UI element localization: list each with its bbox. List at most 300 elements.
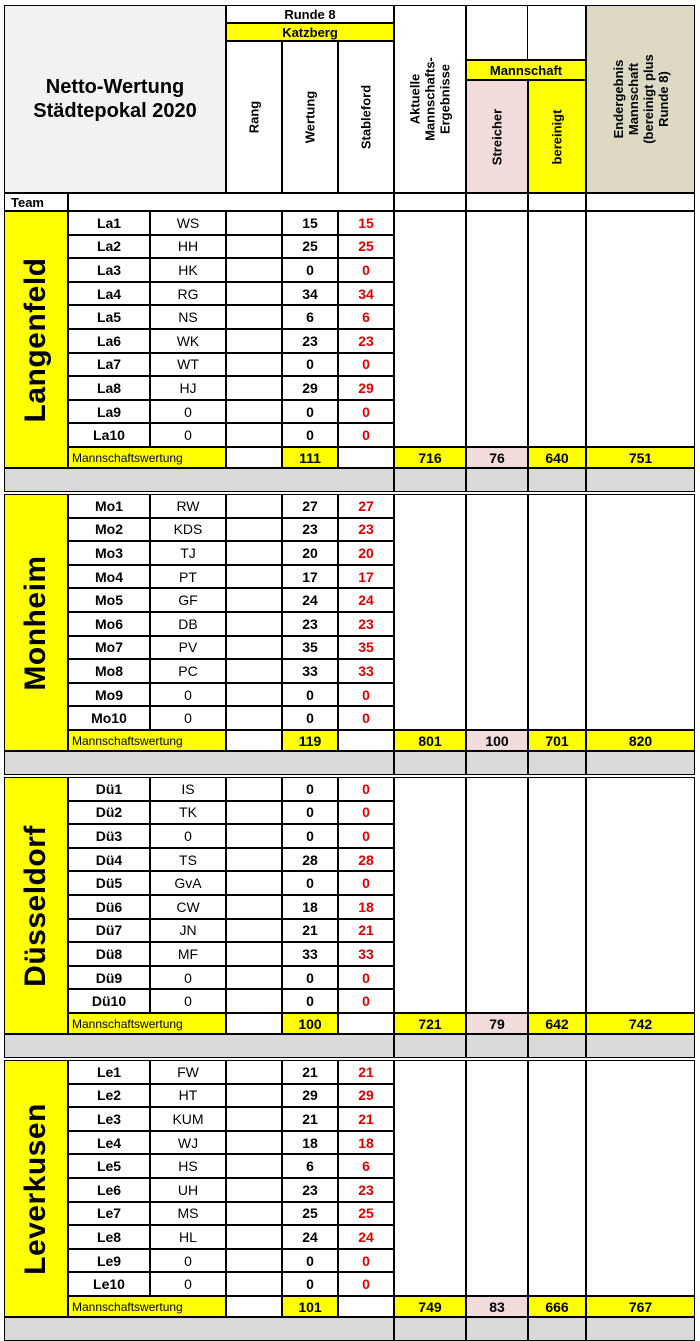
player-stableford-cell	[338, 400, 394, 424]
player-rang-cell	[226, 1060, 282, 1084]
player-initials: WT	[177, 356, 199, 373]
player-wertung: 0	[306, 993, 314, 1010]
summary-endergebnis: 751	[628, 449, 653, 466]
separator-row	[466, 1317, 528, 1341]
player-wertung-cell	[282, 211, 338, 235]
summary-rang-cell	[226, 1296, 282, 1317]
col-streicher-header	[466, 80, 528, 193]
player-stableford: 0	[362, 875, 370, 892]
summary-wertung: 101	[298, 1298, 322, 1315]
player-code-cell	[68, 588, 150, 612]
col-wertung-header	[282, 41, 338, 193]
player-code: Le8	[96, 1228, 122, 1245]
team-header: Team	[11, 194, 44, 210]
summary-bereinigt: 701	[545, 732, 569, 749]
player-code: Mo7	[95, 639, 123, 656]
player-wertung-cell	[282, 871, 338, 895]
player-wertung: 0	[306, 969, 314, 986]
player-rang	[227, 354, 281, 376]
player-initials: GF	[178, 592, 198, 609]
player-code: La3	[96, 261, 122, 278]
summary-aktuelle: 721	[418, 1015, 442, 1032]
player-code: Mo4	[95, 568, 123, 585]
col-bereinigt-header	[528, 80, 586, 193]
player-code: Mo10	[91, 710, 127, 727]
player-code: Le3	[96, 1110, 122, 1127]
player-code-cell	[68, 1107, 150, 1131]
player-stableford: 21	[358, 1110, 374, 1127]
player-stableford-cell	[338, 777, 394, 801]
summary-bereinigt-cell	[528, 1013, 586, 1034]
summary-label: Mannschaftswertung	[72, 733, 183, 748]
team-result-area	[528, 211, 586, 447]
player-stableford-cell	[338, 353, 394, 377]
player-stableford-cell	[338, 1107, 394, 1131]
player-stableford: 6	[362, 1158, 370, 1175]
team-name: Leverkusen	[19, 1102, 52, 1275]
summary-label: Mannschaftswertung	[72, 1016, 183, 1031]
player-stableford-cell	[338, 1084, 394, 1108]
team-header-spacer	[466, 193, 528, 211]
player-wertung: 6	[306, 1158, 314, 1175]
team-result-area	[586, 1060, 695, 1296]
player-stableford: 27	[358, 497, 374, 514]
player-code: Le6	[96, 1181, 122, 1198]
player-stableford-cell	[338, 329, 394, 353]
player-code: Dü4	[95, 851, 123, 868]
player-wertung: 6	[306, 309, 314, 326]
player-stableford-cell	[338, 565, 394, 589]
separator-row	[466, 468, 528, 492]
player-wertung-cell	[282, 305, 338, 329]
col-endergebnis-line: Runde 8)	[655, 71, 671, 127]
player-stableford: 23	[358, 521, 374, 538]
player-wertung-cell	[282, 1107, 338, 1131]
player-stableford-cell	[338, 1131, 394, 1155]
player-initials: PT	[179, 568, 197, 585]
player-initials: PV	[178, 639, 198, 656]
player-rang-cell	[226, 801, 282, 825]
player-stableford: 21	[358, 922, 374, 939]
player-stableford: 29	[358, 379, 374, 396]
summary-aktuelle-cell	[394, 447, 466, 468]
player-wertung-cell	[282, 989, 338, 1013]
player-wertung: 24	[302, 1228, 318, 1245]
player-initials-cell	[150, 612, 226, 636]
player-initials-cell	[150, 423, 226, 447]
player-stableford: 0	[362, 710, 370, 727]
player-stableford: 33	[358, 945, 374, 962]
player-stableford: 23	[358, 1181, 374, 1198]
col-streicher-text: Streicher	[489, 108, 505, 165]
player-initials: IS	[181, 780, 195, 797]
player-code-cell	[68, 942, 150, 966]
player-wertung: 0	[306, 1276, 314, 1293]
player-initials-cell	[150, 541, 226, 565]
player-wertung: 15	[302, 214, 318, 231]
player-rang	[227, 283, 281, 305]
player-initials-cell	[150, 848, 226, 872]
player-rang-cell	[226, 1249, 282, 1273]
player-rang	[227, 802, 281, 824]
player-rang-cell	[226, 282, 282, 306]
player-rang	[227, 1203, 281, 1225]
team-result-area	[466, 211, 528, 447]
player-stableford-cell	[338, 305, 394, 329]
col-endergebnis-line: Endergebnis	[610, 59, 626, 139]
player-code-cell	[68, 400, 150, 424]
col-mannschaft-header	[466, 60, 586, 80]
player-wertung-cell	[282, 1178, 338, 1202]
summary-stableford-cell	[338, 1296, 394, 1317]
player-wertung-cell	[282, 659, 338, 683]
player-wertung-cell	[282, 1154, 338, 1178]
player-rang	[227, 330, 281, 352]
separator-row	[586, 751, 695, 775]
col-endergebnis-header	[586, 5, 695, 193]
player-wertung-cell	[282, 966, 338, 990]
player-wertung: 24	[302, 592, 318, 609]
summary-streicher-cell	[466, 1013, 528, 1034]
player-wertung-cell	[282, 895, 338, 919]
col-aktuelle-line: Ergebnisse	[437, 63, 453, 135]
player-code-cell	[68, 565, 150, 589]
team-header-spacer	[586, 193, 695, 211]
summary-bereinigt-cell	[528, 447, 586, 468]
summary-endergebnis-cell	[586, 1296, 695, 1317]
player-initials: CW	[176, 898, 200, 915]
player-wertung: 0	[306, 427, 314, 444]
player-initials-cell	[150, 494, 226, 518]
player-wertung: 0	[306, 356, 314, 373]
team-result-area	[528, 1060, 586, 1296]
player-initials: RG	[177, 285, 199, 302]
player-initials-cell	[150, 329, 226, 353]
player-initials: WK	[176, 332, 200, 349]
player-code-cell	[68, 801, 150, 825]
round-label-cell	[226, 5, 394, 23]
summary-label-cell	[68, 447, 226, 468]
summary-streicher-cell	[466, 730, 528, 751]
summary-stableford-cell	[338, 447, 394, 468]
player-initials: 0	[184, 427, 192, 444]
player-code: La10	[93, 427, 125, 444]
player-rang	[227, 236, 281, 258]
player-stableford: 0	[362, 403, 370, 420]
player-initials: TK	[179, 804, 197, 821]
player-code: Dü1	[95, 780, 123, 797]
team-name: Langenfeld	[19, 256, 52, 423]
player-stableford-cell	[338, 282, 394, 306]
player-wertung-cell	[282, 258, 338, 282]
player-stableford: 18	[358, 898, 374, 915]
player-wertung-cell	[282, 565, 338, 589]
team-name-cell	[4, 1060, 68, 1317]
player-code-cell	[68, 1060, 150, 1084]
player-initials-cell	[150, 683, 226, 707]
player-code: Le2	[96, 1087, 122, 1104]
player-wertung-cell	[282, 636, 338, 660]
player-code: Le9	[96, 1252, 122, 1269]
summary-streicher-cell	[466, 447, 528, 468]
player-stableford-cell	[338, 989, 394, 1013]
player-rang-cell	[226, 1225, 282, 1249]
player-code-cell	[68, 423, 150, 447]
player-code: Dü5	[95, 875, 123, 892]
player-rang-cell	[226, 777, 282, 801]
summary-wertung: 100	[298, 1015, 322, 1032]
player-wertung-cell	[282, 942, 338, 966]
summary-streicher: 79	[489, 1015, 505, 1032]
player-code: Dü8	[95, 945, 123, 962]
player-wertung: 35	[302, 639, 318, 656]
player-initials: 0	[184, 403, 192, 420]
player-code: La8	[96, 379, 122, 396]
player-initials-cell	[150, 659, 226, 683]
player-stableford: 0	[362, 686, 370, 703]
player-initials: HL	[179, 1228, 197, 1245]
player-code: La2	[96, 238, 122, 255]
player-rang-cell	[226, 258, 282, 282]
col-stableford-header-text: Stableford	[358, 84, 374, 150]
col-endergebnis-line: Mannschaft	[625, 62, 641, 136]
summary-wertung: 119	[298, 732, 322, 749]
player-initials-cell	[150, 353, 226, 377]
player-code: Le10	[93, 1276, 125, 1293]
player-wertung: 21	[302, 1110, 318, 1127]
separator-row	[466, 751, 528, 775]
player-initials: GvA	[174, 875, 202, 892]
player-rang-cell	[226, 588, 282, 612]
player-initials-cell	[150, 400, 226, 424]
player-wertung-cell	[282, 400, 338, 424]
summary-label-cell	[68, 1296, 226, 1317]
player-stableford: 6	[362, 309, 370, 326]
player-wertung-cell	[282, 612, 338, 636]
player-rang	[227, 660, 281, 682]
summary-wertung-cell	[282, 1013, 338, 1034]
team-result-area	[586, 494, 695, 730]
summary-rang-cell	[226, 730, 282, 751]
player-code-cell	[68, 848, 150, 872]
summary-stableford-cell	[338, 1013, 394, 1034]
player-stableford: 34	[358, 285, 374, 302]
summary-bereinigt: 666	[545, 1298, 569, 1315]
player-initials: KUM	[172, 1110, 204, 1127]
player-code-cell	[68, 211, 150, 235]
player-code: La5	[96, 309, 122, 326]
separator-row	[466, 1034, 528, 1058]
player-code: Mo1	[95, 497, 123, 514]
player-stableford-cell	[338, 1154, 394, 1178]
player-stableford: 0	[362, 1252, 370, 1269]
player-rang-cell	[226, 989, 282, 1013]
summary-rang-cell	[226, 447, 282, 468]
separator-row	[4, 468, 394, 492]
player-stableford-cell	[338, 518, 394, 542]
team-name-cell	[4, 777, 68, 1034]
player-initials-cell	[150, 1178, 226, 1202]
player-stableford: 25	[358, 238, 374, 255]
summary-stableford-cell	[338, 730, 394, 751]
player-stableford-cell	[338, 1060, 394, 1084]
col-aktuelle-header	[394, 5, 466, 193]
team-header-cell	[4, 193, 68, 211]
player-wertung: 23	[302, 332, 318, 349]
col-rang-header	[226, 41, 282, 193]
player-rang-cell	[226, 1202, 282, 1226]
player-rang	[227, 637, 281, 659]
player-code-cell	[68, 518, 150, 542]
player-rang-cell	[226, 494, 282, 518]
player-stableford: 0	[362, 780, 370, 797]
player-stableford-cell	[338, 1178, 394, 1202]
summary-streicher: 83	[489, 1298, 505, 1315]
player-rang	[227, 684, 281, 706]
player-code-cell	[68, 1225, 150, 1249]
player-initials: 0	[184, 1276, 192, 1293]
player-rang-cell	[226, 706, 282, 730]
player-wertung-cell	[282, 824, 338, 848]
separator-row	[4, 1034, 394, 1058]
col-stableford-header	[338, 41, 394, 193]
player-initials: DB	[178, 615, 198, 632]
separator-row	[586, 1034, 695, 1058]
player-rang-cell	[226, 659, 282, 683]
separator-row	[586, 1317, 695, 1341]
player-rang	[227, 943, 281, 965]
player-rang	[227, 519, 281, 541]
player-initials-cell	[150, 1060, 226, 1084]
player-stableford: 0	[362, 261, 370, 278]
player-wertung: 0	[306, 686, 314, 703]
player-rang-cell	[226, 329, 282, 353]
player-rang-cell	[226, 305, 282, 329]
player-initials-cell	[150, 895, 226, 919]
separator-row	[4, 1317, 394, 1341]
col-endergebnis-text	[611, 54, 671, 144]
player-rang-cell	[226, 565, 282, 589]
player-initials-cell	[150, 1131, 226, 1155]
player-wertung-cell	[282, 1131, 338, 1155]
player-wertung: 0	[306, 261, 314, 278]
summary-bereinigt-cell	[528, 730, 586, 751]
player-initials-cell	[150, 1084, 226, 1108]
player-stableford: 20	[358, 544, 374, 561]
player-initials: HJ	[179, 379, 197, 396]
team-header-spacer	[68, 193, 394, 211]
player-code: Le7	[96, 1205, 122, 1222]
player-code-cell	[68, 612, 150, 636]
team-name: Düsseldorf	[19, 824, 52, 987]
player-rang	[227, 707, 281, 729]
player-stableford: 0	[362, 827, 370, 844]
player-wertung: 23	[302, 521, 318, 538]
player-rang-cell	[226, 518, 282, 542]
player-wertung-cell	[282, 518, 338, 542]
player-initials: HK	[178, 261, 198, 278]
player-wertung: 0	[306, 875, 314, 892]
summary-wertung: 111	[299, 449, 321, 466]
player-rang-cell	[226, 400, 282, 424]
player-code: La6	[96, 332, 122, 349]
player-initials: 0	[184, 686, 192, 703]
separator-row	[394, 1317, 466, 1341]
course-label: Katzberg	[282, 24, 338, 40]
col-aktuelle-line: Aktuelle	[407, 73, 423, 125]
col-aktuelle-line: Mannschafts-	[422, 57, 438, 141]
player-wertung: 0	[306, 710, 314, 727]
player-stableford-cell	[338, 494, 394, 518]
summary-aktuelle: 716	[418, 449, 442, 466]
player-stableford: 24	[358, 1228, 374, 1245]
player-initials-cell	[150, 871, 226, 895]
summary-wertung-cell	[282, 730, 338, 751]
player-initials: 0	[184, 827, 192, 844]
player-wertung-cell	[282, 329, 338, 353]
player-initials-cell	[150, 824, 226, 848]
player-stableford: 0	[362, 356, 370, 373]
player-code: Mo5	[95, 592, 123, 609]
separator-row	[528, 751, 586, 775]
player-initials-cell	[150, 706, 226, 730]
player-code-cell	[68, 258, 150, 282]
player-stableford-cell	[338, 919, 394, 943]
player-rang	[227, 967, 281, 989]
player-code: La4	[96, 285, 122, 302]
player-rang-cell	[226, 612, 282, 636]
team-result-area	[528, 494, 586, 730]
team-header-spacer	[394, 193, 466, 211]
player-stableford-cell	[338, 659, 394, 683]
summary-endergebnis-cell	[586, 1013, 695, 1034]
player-initials: TJ	[180, 544, 196, 561]
player-rang-cell	[226, 942, 282, 966]
player-code-cell	[68, 1272, 150, 1296]
player-wertung: 29	[302, 1087, 318, 1104]
player-stableford-cell	[338, 683, 394, 707]
player-rang	[227, 424, 281, 446]
separator-row	[394, 751, 466, 775]
player-stableford-cell	[338, 966, 394, 990]
player-rang-cell	[226, 1154, 282, 1178]
player-code-cell	[68, 494, 150, 518]
player-stableford-cell	[338, 706, 394, 730]
player-code: Mo3	[95, 544, 123, 561]
title-line: Städtepokal 2020	[33, 100, 197, 122]
team-result-area	[586, 777, 695, 1013]
col-wertung-header-text: Wertung	[302, 90, 318, 144]
player-rang	[227, 920, 281, 942]
player-rang-cell	[226, 423, 282, 447]
player-wertung-cell	[282, 706, 338, 730]
player-stableford: 0	[362, 969, 370, 986]
summary-label: Mannschaftswertung	[72, 450, 183, 465]
player-rang-cell	[226, 1178, 282, 1202]
player-initials-cell	[150, 588, 226, 612]
player-initials: NS	[178, 309, 198, 326]
player-stableford: 0	[362, 993, 370, 1010]
player-code-cell	[68, 235, 150, 259]
player-wertung: 20	[302, 544, 318, 561]
player-rang-cell	[226, 1272, 282, 1296]
player-code-cell	[68, 1178, 150, 1202]
player-rang	[227, 377, 281, 399]
team-result-area	[394, 777, 466, 1013]
player-wertung-cell	[282, 588, 338, 612]
player-rang	[227, 825, 281, 847]
player-initials: UH	[177, 1181, 199, 1198]
